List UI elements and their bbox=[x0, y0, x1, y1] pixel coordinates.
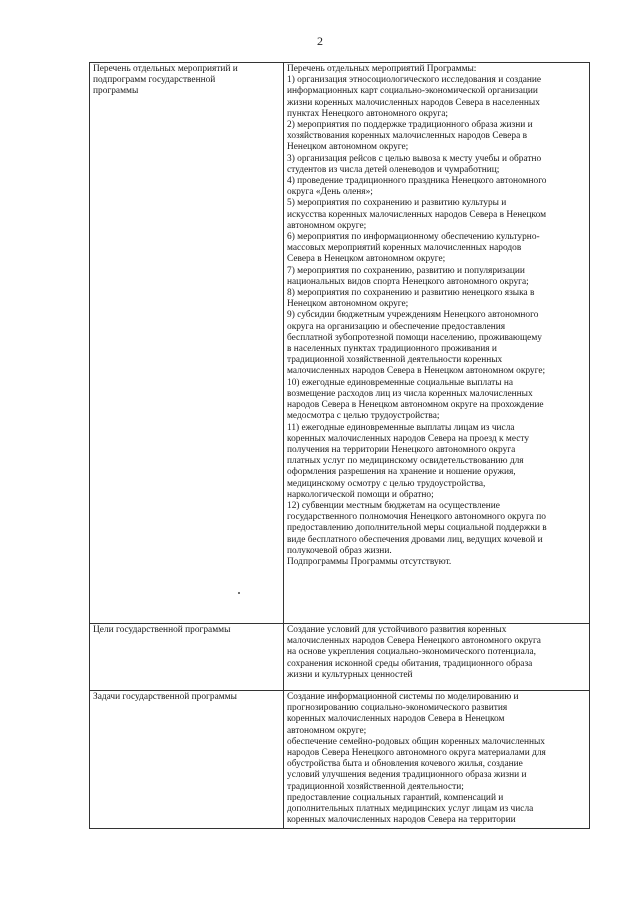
content-line: 7) мероприятия по сохранению, развитию и популяризации bbox=[287, 265, 525, 276]
label-line: Цели государственной программы bbox=[93, 625, 231, 635]
program-passport-table bbox=[89, 62, 590, 829]
content-line: информационных карт социально-экономической организации bbox=[287, 86, 538, 97]
content-line: Подпрограммы Программы отсутствуют. bbox=[287, 556, 452, 567]
content-line: 9) субсидии бюджетным учреждениям Ненецкого автономного bbox=[287, 310, 539, 321]
content-line: обустройства быта и обновления кочевого жилья, создание bbox=[287, 759, 523, 770]
content-line: Перечень отдельных мероприятий Программы: bbox=[287, 64, 477, 74]
scan-speck bbox=[238, 592, 240, 594]
content-line: коренных малочисленных народов Севера на проезд к месту bbox=[287, 433, 530, 444]
content-line: условий улучшения ведения традиционного образа жизни и bbox=[287, 770, 527, 781]
label-line: Задачи государственной программы bbox=[93, 692, 237, 702]
content-line: традиционной хозяйственной деятельности коренных bbox=[287, 355, 503, 366]
content-line: 5) мероприятия по сохранению и развитию культуры и bbox=[287, 198, 507, 209]
content-line: обеспечение семейно-родовых общин коренных малочисленных bbox=[287, 736, 545, 747]
content-line: народов Севера Ненецкого автономного округа материалами для bbox=[287, 748, 546, 759]
content-line: бесплатной зубопротезной помощи населению, проживающему bbox=[287, 332, 542, 343]
content-line: в населенных пунктах традиционного проживания и bbox=[287, 344, 497, 355]
content-line: получения на территории Ненецкого автономного округа bbox=[287, 444, 516, 455]
row-label-activities bbox=[90, 63, 284, 624]
content-line: дополнительных платных медицинских услуг лицам из числа bbox=[287, 804, 534, 815]
content-line: Севера в Ненецком автономном округе; bbox=[287, 254, 446, 265]
content-line: автономном округе; bbox=[287, 220, 367, 231]
content-line: возмещение расходов лиц из числа коренных малочисленных bbox=[287, 388, 533, 399]
label-line: программы bbox=[93, 86, 139, 97]
content-line: национальных видов спорта Ненецкого автономного округа; bbox=[287, 276, 529, 287]
content-line: 2) мероприятия по поддержке традиционного образа жизни и bbox=[287, 120, 533, 131]
content-line: жизни и культурных ценностей bbox=[287, 669, 413, 680]
content-line: народов Севера в Ненецком автономном округе на прохождение bbox=[287, 400, 544, 411]
content-line: жизни коренных малочисленных народов Севера в населенных bbox=[287, 97, 540, 108]
content-line: искусства коренных малочисленных народов Севера в Ненецком bbox=[287, 209, 547, 220]
content-line: прогнозированию социально-экономического развития bbox=[287, 703, 508, 714]
content-line: 6) мероприятия по информационному обеспечению культурно- bbox=[287, 232, 540, 243]
table-row-tasks bbox=[90, 691, 590, 829]
content-line: Создание условий для устойчивого развития коренных bbox=[287, 625, 507, 635]
row-label-goals bbox=[90, 624, 284, 691]
content-line: автономном округе; bbox=[287, 725, 367, 736]
row-content-activities bbox=[284, 63, 590, 624]
content-line: малочисленных народов Севера Ненецкого автономного округа bbox=[287, 636, 541, 647]
content-line: хозяйствования коренных малочисленных народов Севера в bbox=[287, 131, 528, 142]
content-line: на основе укрепления социально-экономического потенциала, bbox=[287, 647, 536, 658]
content-line: традиционной хозяйственной деятельности; bbox=[287, 781, 464, 792]
content-line: предоставлению дополнительной меры социальной поддержки в bbox=[287, 523, 547, 534]
content-line: Создание информационной системы по моделированию и bbox=[287, 692, 519, 702]
content-line: 3) организация рейсов с целью вывоза к месту учебы и обратно bbox=[287, 153, 542, 164]
table-row-goals bbox=[90, 624, 590, 691]
content-line: предоставление социальных гарантий, компенсаций и bbox=[287, 792, 504, 803]
content-line: пунктах Ненецкого автономного округа; bbox=[287, 108, 449, 119]
row-content-tasks bbox=[284, 691, 590, 829]
row-content-goals bbox=[284, 624, 590, 691]
content-line: округа на организацию и обеспечение предоставления bbox=[287, 321, 506, 332]
content-line: массовых мероприятий коренных малочисленных народов bbox=[287, 243, 522, 254]
content-line: Ненецком автономном округе; bbox=[287, 299, 409, 310]
label-line: Перечень отдельных мероприятий и bbox=[93, 64, 238, 74]
content-line: виде бесплатного обеспечения дровами лиц, ведущих кочевой и bbox=[287, 534, 543, 545]
row-label-tasks bbox=[90, 691, 284, 829]
content-line: Ненецком автономном округе; bbox=[287, 142, 409, 153]
content-line: округа «День оленя»; bbox=[287, 187, 373, 198]
content-line: малочисленных народов Севера в Ненецком автономном округе; bbox=[287, 366, 546, 377]
content-line: 10) ежегодные единовременные социальные выплаты на bbox=[287, 377, 514, 388]
content-line: 4) проведение традиционного праздника Ненецкого автономного bbox=[287, 176, 547, 187]
content-line: медицинскому осмотру с целью трудоустройства, bbox=[287, 478, 486, 489]
content-line: 12) субвенции местным бюджетам на осуществление bbox=[287, 500, 500, 511]
content-line: медосмотра с целью трудоустройства; bbox=[287, 411, 440, 422]
table-row-activities bbox=[90, 63, 590, 624]
content-line: оформления разрешения на хранение и ношение оружия, bbox=[287, 467, 516, 478]
content-line: 1) организация этносоциологического исследования и создание bbox=[287, 75, 542, 86]
label-line: подпрограмм государственной bbox=[93, 75, 216, 86]
content-line: коренных малочисленных народов Севера на территории bbox=[287, 815, 516, 826]
content-line: 11) ежегодные единовременные выплаты лицам из числа bbox=[287, 422, 515, 433]
content-line: студентов из числа детей оленеводов и чумработниц; bbox=[287, 164, 500, 175]
page-number: 2 bbox=[317, 34, 323, 48]
content-line: полукочевой образ жизни. bbox=[287, 545, 392, 556]
content-line: платных услуг по медицинскому освидетельствованию для bbox=[287, 456, 524, 467]
content-line: государственного полномочия Ненецкого автономного округа по bbox=[287, 512, 546, 523]
content-line: 8) мероприятия по сохранению и развитию ненецкого языка в bbox=[287, 288, 535, 299]
content-line: наркологической помощи и обратно; bbox=[287, 489, 434, 500]
content-line: сохранения исконной среды обитания, традиционного образа bbox=[287, 658, 533, 669]
content-line: коренных малочисленных народов Севера в Ненецком bbox=[287, 714, 505, 725]
